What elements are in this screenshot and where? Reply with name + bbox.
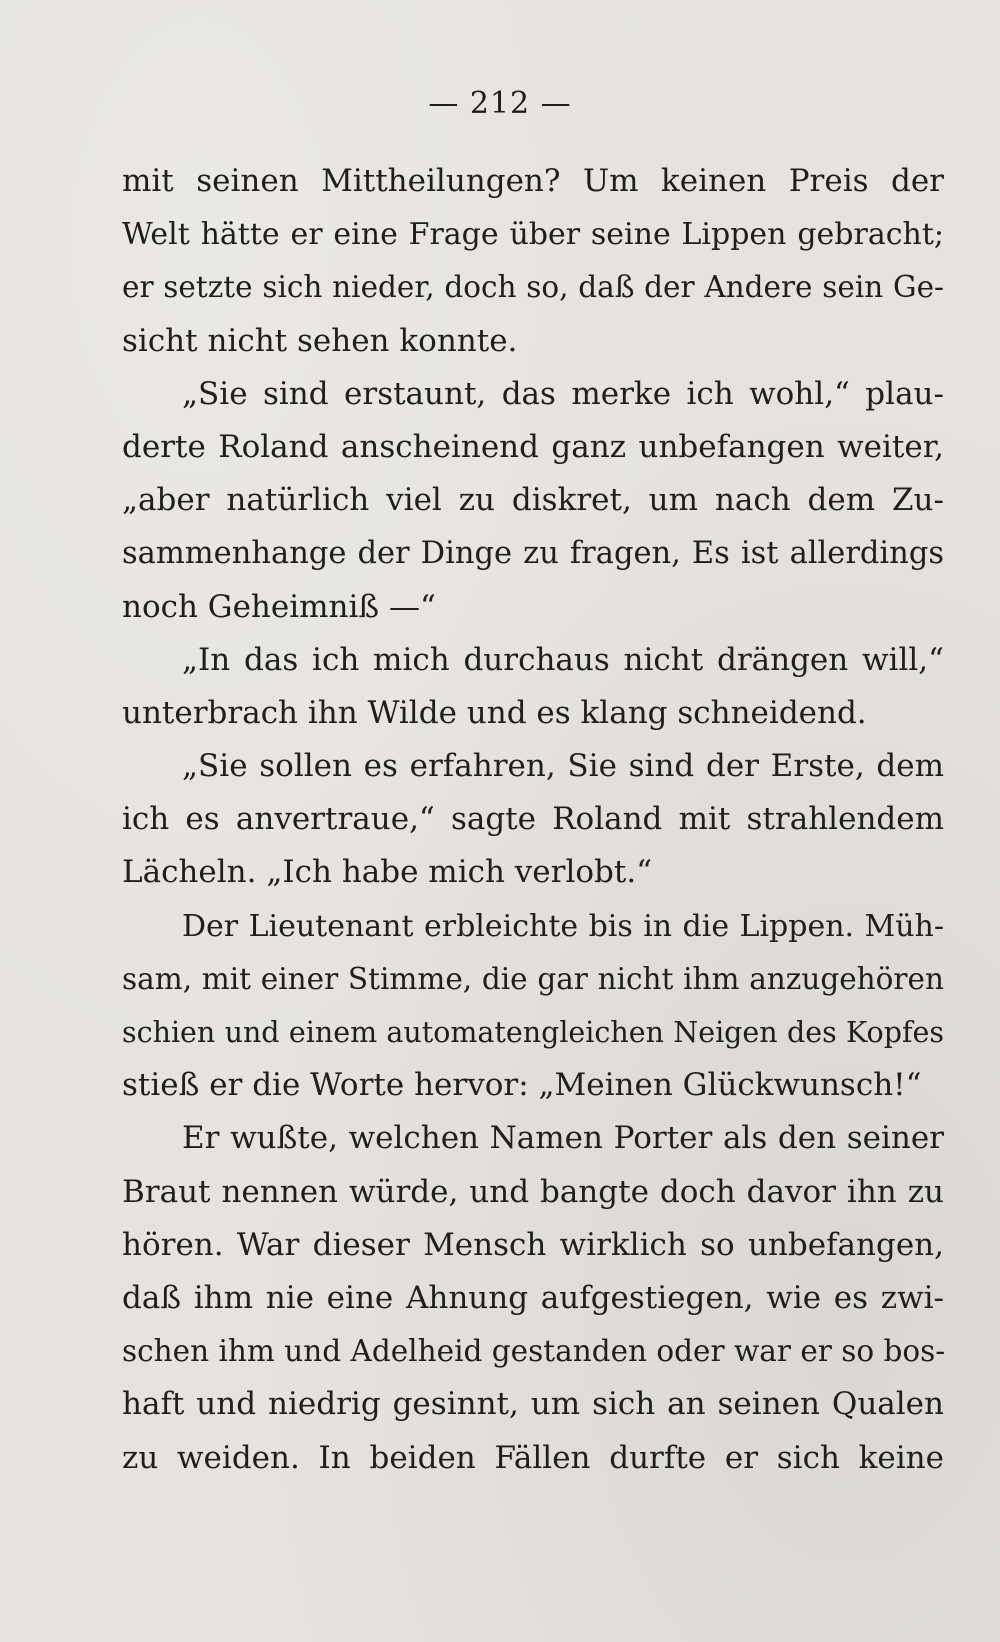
text-line: ich es anvertraue,“ sagte Roland mit strahlendem (122, 801, 944, 838)
text-line: Er wußte, welchen Namen Porter als den seiner (182, 1120, 944, 1157)
text-line: noch Geheimniß —“ (122, 588, 436, 625)
text-line: er setzte sich nieder, doch so, daß der Andere sein Ge- (122, 270, 944, 305)
text-line: derte Roland anscheinend ganz unbefangen weiter, (122, 428, 944, 465)
text-line: sicht nicht sehen konnte. (122, 322, 518, 359)
text-line: hören. War dieser Mensch wirklich so unbefangen, (122, 1226, 944, 1263)
text-line: „Sie sollen es erfahren, Sie sind der Erste, dem (182, 748, 944, 785)
text-line: Lächeln. „Ich habe mich verlobt.“ (122, 854, 653, 891)
text-line: unterbrach ihn Wilde und es klang schneidend. (122, 694, 867, 731)
text-line: schen ihm und Adelheid gestanden oder war er so bos- (122, 1334, 946, 1369)
text-line: „Sie sind erstaunt, das merke ich wohl,“ plau- (182, 375, 944, 412)
text-line: stieß er die Worte hervor: „Meinen Glückwunsch!“ (122, 1067, 922, 1104)
page-number: — 212 — (428, 86, 572, 121)
text-line: Welt hätte er eine Frage über seine Lippen gebracht; (122, 217, 944, 253)
text-line: Der Lieutenant erbleichte bis in die Lippen. Müh- (182, 908, 944, 944)
text-line: mit seinen Mittheilungen? Um keinen Preis der (122, 163, 944, 199)
text-line: Braut nennen würde, und bangte doch davor ihn zu (122, 1173, 944, 1210)
text-line: zu weiden. In beiden Fällen durfte er sich keine (122, 1439, 944, 1476)
text-line: haft und niedrig gesinnt, um sich an seinen Qualen (122, 1386, 944, 1423)
text-line: „aber natürlich viel zu diskret, um nach dem Zu- (122, 482, 944, 519)
text-line: schien und einem automatengleichen Neigen des Kopfes (122, 1016, 944, 1049)
text-line: sammenhange der Dinge zu fragen, Es ist allerdings (122, 536, 944, 572)
body-text (122, 155, 944, 1485)
text-line: „In das ich mich durchaus nicht drängen will,“ (182, 641, 944, 678)
text-line: sam, mit einer Stimme, die gar nicht ihm anzugehören (122, 961, 944, 996)
text-line: daß ihm nie eine Ahnung aufgestiegen, wie es zwi- (122, 1279, 944, 1316)
